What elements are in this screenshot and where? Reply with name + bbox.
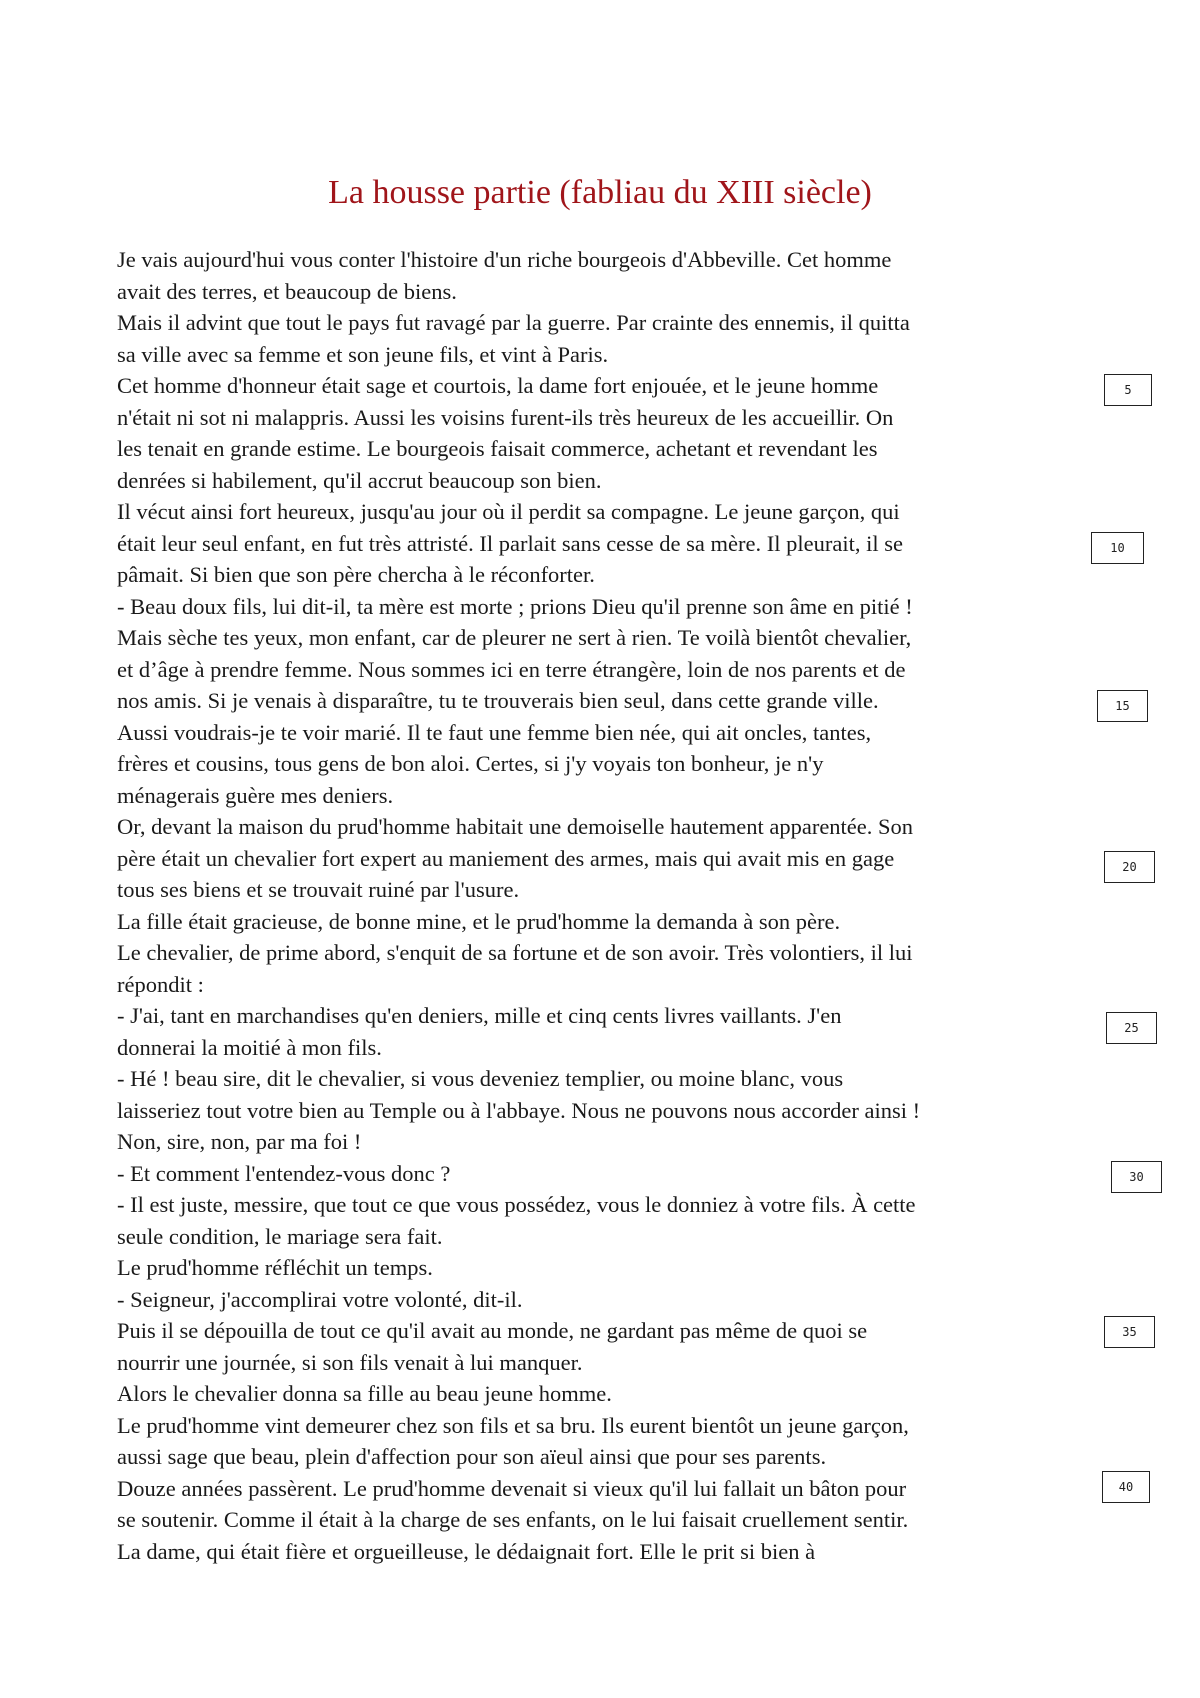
text-line: - Beau doux fils, lui dit-il, ta mère est morte ; prions Dieu qu'il prenne son âme en pitié ! <box>117 593 913 619</box>
text-line: - Hé ! beau sire, dit le chevalier, si vous deveniez templier, ou moine blanc, vous <box>117 1066 844 1091</box>
text-line: tous ses biens et se trouvait ruiné par l'usure. <box>117 877 520 902</box>
text-line: laisseriez tout votre bien au Temple ou à l'abbaye. Nous ne pouvons nous accorder ainsi ! <box>117 1097 921 1123</box>
line-number-marker: 30 <box>1111 1161 1162 1193</box>
text-line: ménagerais guère mes deniers. <box>117 782 394 808</box>
text-line: frères et cousins, tous gens de bon aloi. Certes, si j'y voyais ton bonheur, je n'y <box>117 751 824 776</box>
text-line: Mais il advint que tout le pays fut ravagé par la guerre. Par crainte des ennemis, il quitta <box>117 310 910 335</box>
text-line: aussi sage que beau, plein d'affection pour son aïeul ainsi que pour ses parents. <box>117 1444 827 1469</box>
text-line: Il vécut ainsi fort heureux, jusqu'au jour où il perdit sa compagne. Le jeune garçon, qui <box>117 499 900 524</box>
text-line: - Et comment l'entendez-vous donc ? <box>117 1160 451 1186</box>
text-line: seule condition, le mariage sera fait. <box>117 1223 443 1249</box>
text-line: La fille était gracieuse, de bonne mine, et le prud'homme la demanda à son père. <box>117 908 841 934</box>
text-line: donnerai la moitié à mon fils. <box>117 1034 382 1060</box>
line-number-marker: 5 <box>1104 374 1152 406</box>
text-line: Aussi voudrais-je te voir marié. Il te faut une femme bien née, qui ait oncles, tantes, <box>117 719 872 745</box>
fabliau-text <box>117 244 1102 1567</box>
text-line: Mais sèche tes yeux, mon enfant, car de pleurer ne sert à rien. Te voilà bientôt chevalier, <box>117 625 912 650</box>
text-line: denrées si habilement, qu'il accrut beaucoup son bien. <box>117 467 602 493</box>
text-line: pâmait. Si bien que son père chercha à le réconforter. <box>117 562 595 587</box>
text-line: Le chevalier, de prime abord, s'enquit de sa fortune et de son avoir. Très volontiers, il lui <box>117 940 913 965</box>
text-line: nourrir une journée, si son fils venait à lui manquer. <box>117 1349 583 1375</box>
text-line: Le prud'homme réfléchit un temps. <box>117 1255 433 1280</box>
text-line: - J'ai, tant en marchandises qu'en deniers, mille et cinq cents livres vaillants. J'en <box>117 1003 842 1028</box>
line-number-marker: 20 <box>1104 851 1155 883</box>
text-line: Le prud'homme vint demeurer chez son fils et sa bru. Ils eurent bientôt un jeune garçon, <box>117 1412 909 1438</box>
text-line: - Seigneur, j'accomplirai votre volonté, dit-il. <box>117 1286 523 1312</box>
text-line: n'était ni sot ni malappris. Aussi les voisins furent-ils très heureux de les accueillir. On <box>117 404 894 430</box>
text-line: avait des terres, et beaucoup de biens. <box>117 278 457 304</box>
text-line: Douze années passèrent. Le prud'homme devenait si vieux qu'il lui fallait un bâton pour <box>117 1475 907 1501</box>
line-number-marker: 10 <box>1091 532 1144 564</box>
text-line: - Il est juste, messire, que tout ce que vous possédez, vous le donniez à votre fils. À cette <box>117 1192 916 1217</box>
text-line: les tenait en grande estime. Le bourgeois faisait commerce, achetant et revendant les <box>117 436 878 461</box>
text-line: Alors le chevalier donna sa fille au beau jeune homme. <box>117 1381 612 1406</box>
line-number-marker: 15 <box>1097 690 1148 722</box>
line-number-marker: 35 <box>1104 1316 1155 1348</box>
text-line: La dame, qui était fière et orgueilleuse, le dédaignait fort. Elle le prit si bien à <box>117 1538 816 1564</box>
text-line: Cet homme d'honneur était sage et courtois, la dame fort enjouée, et le jeune homme <box>117 373 879 398</box>
text-line: sa ville avec sa femme et son jeune fils, et vint à Paris. <box>117 341 609 367</box>
line-number-marker: 25 <box>1106 1012 1157 1044</box>
text-line: Or, devant la maison du prud'homme habitait une demoiselle hautement apparentée. Son <box>117 814 914 839</box>
text-line: répondit : <box>117 971 204 997</box>
text-line: se soutenir. Comme il était à la charge de ses enfants, on le lui faisait cruellement sentir. <box>117 1507 909 1532</box>
text-line: Non, sire, non, par ma foi ! <box>117 1129 362 1154</box>
page-title: La housse partie (fabliau du XIII siècle) <box>328 174 872 211</box>
text-line: était leur seul enfant, en fut très attristé. Il parlait sans cesse de sa mère. Il pleurait, il se <box>117 530 903 556</box>
line-number-marker: 40 <box>1102 1471 1150 1503</box>
text-line: père était un chevalier fort expert au maniement des armes, mais qui avait mis en gage <box>117 845 895 871</box>
text-line: et d’âge à prendre femme. Nous sommes ici en terre étrangère, loin de nos parents et de <box>117 656 906 682</box>
text-line: Je vais aujourd'hui vous conter l'histoire d'un riche bourgeois d'Abbeville. Cet homme <box>117 247 892 272</box>
text-line: nos amis. Si je venais à disparaître, tu te trouverais bien seul, dans cette grande ville. <box>117 688 879 713</box>
text-line: Puis il se dépouilla de tout ce qu'il avait au monde, ne gardant pas même de quoi se <box>117 1318 868 1343</box>
